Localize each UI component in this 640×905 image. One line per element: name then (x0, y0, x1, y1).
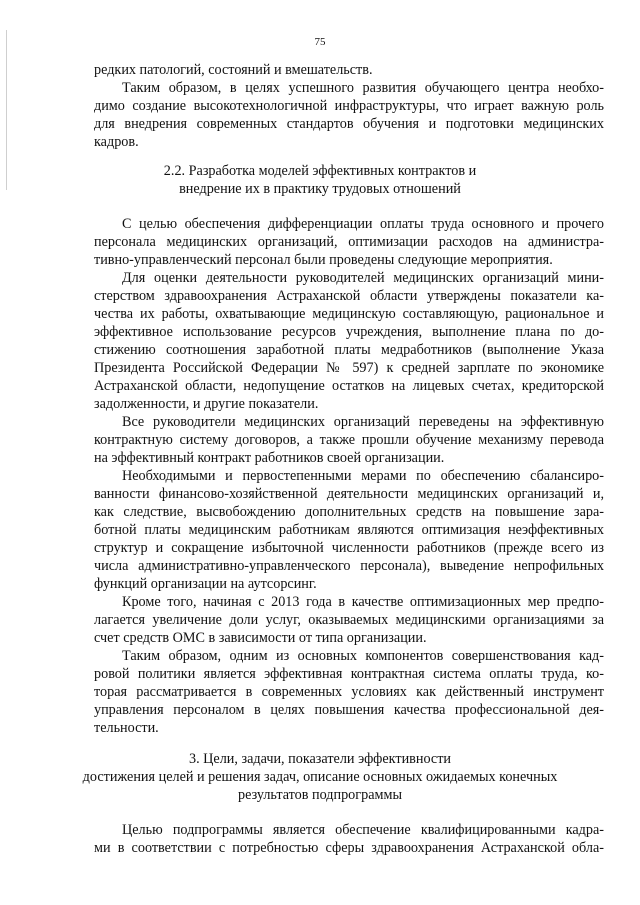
body-line: ми в соответствии с потребностью сферы здравоохранения Астраханской обла- (94, 840, 604, 856)
body-line: ванности финансово-хозяйственной деятельности медицинских организаций и, (94, 486, 604, 502)
body-line: ровой политики является эффективная контрактная система оплаты труда, ко- (94, 666, 604, 682)
body-line: как следствие, высвобождению дополнительных средств на повышение зара- (94, 504, 604, 520)
body-line: персонала медицинских организаций, оптимизации расходов на администра- (94, 234, 604, 250)
intro-line: редких патологий, состояний и вмешательств. (94, 62, 373, 78)
body-line: стерством здравоохранения Астраханской области утверждены показатели ка- (94, 288, 604, 304)
body-line: лагается увеличение доли услуг, оказываемых медицинскими организациями за (94, 612, 604, 628)
body-line: задолженности, и другие показатели. (94, 396, 319, 412)
body-line: счет средств ОМС в зависимости от типа организации. (94, 630, 427, 646)
body-line: тивно-управленческий персонал были проведены следующие мероприятия. (94, 252, 553, 268)
intro-line: для внедрения современных стандартов обучения и подготовки медицинских (94, 116, 604, 132)
body-line: Президента Российской Федерации № 597) к средней зарплате по экономике (94, 360, 604, 376)
body-line: Все руководители медицинских организаций переведены на эффективную (122, 414, 604, 430)
body-line: стижению соотношения заработной платы медработников (выполнение Указа (94, 342, 604, 358)
section-heading: 2.2. Разработка моделей эффективных контрактов и (163, 163, 477, 179)
body-line: С целью обеспечения дифференциации оплаты труда основного и прочего (122, 216, 604, 232)
section-heading: 3. Цели, задачи, показатели эффективности (188, 751, 451, 767)
body-line: Таким образом, одним из основных компонентов совершенствования кад- (122, 648, 604, 664)
intro-line: кадров. (94, 134, 139, 150)
body-line: числа административно-управленческого персонала), выведение непрофильных (94, 558, 604, 574)
body-line: эффективное использование ресурсов учреждения, выполнение плана по до- (94, 324, 604, 340)
body-line: Необходимыми и первостепенными мерами по обеспечению сбалансиро- (122, 468, 604, 484)
body-line: тельности. (94, 720, 159, 736)
body-line: Кроме того, начиная с 2013 года в качестве оптимизационных мер предпо- (122, 594, 604, 610)
body-line: Целью подпрограммы является обеспечение квалифицированными кадра- (122, 822, 604, 838)
body-line: контрактную систему договоров, а также прошли обучение механизму перевода (94, 432, 604, 448)
body-line: ботной платы медицинским работникам являются оптимизация неэффективных (94, 522, 604, 538)
body-line: чества их работы, охватывающие медицинскую составляющую, рациональное и (94, 306, 604, 322)
section-heading: внедрение их в практику трудовых отношений (179, 181, 461, 197)
intro-line: димо создание высокотехнологичной инфраструктуры, что играет важную роль (94, 98, 604, 114)
body-line: управления персоналом в целях повышения качества профессиональной дея- (94, 702, 604, 718)
body-line: торая рассматривается в современных условиях как действенный инструмент (94, 684, 604, 700)
page-number: 75 (314, 36, 326, 48)
body-line: структур и сокращение избыточной численности работников (прежде всего из (94, 540, 604, 556)
body-line: на эффективный контракт работников своей организации. (94, 450, 445, 466)
section-heading: достижения целей и решения задач, описание основных ожидаемых конечных (82, 769, 558, 785)
section-heading: результатов подпрограммы (238, 787, 402, 803)
body-line: функций организации на аутсорсинг. (94, 576, 317, 592)
body-line: Для оценки деятельности руководителей медицинских организаций мини- (122, 270, 604, 286)
intro-line: Таким образом, в целях успешного развития обучающего центра необхо- (122, 80, 604, 96)
body-line: Астраханской области, недопущение остатков на лицевых счетах, кредиторской (94, 378, 604, 394)
